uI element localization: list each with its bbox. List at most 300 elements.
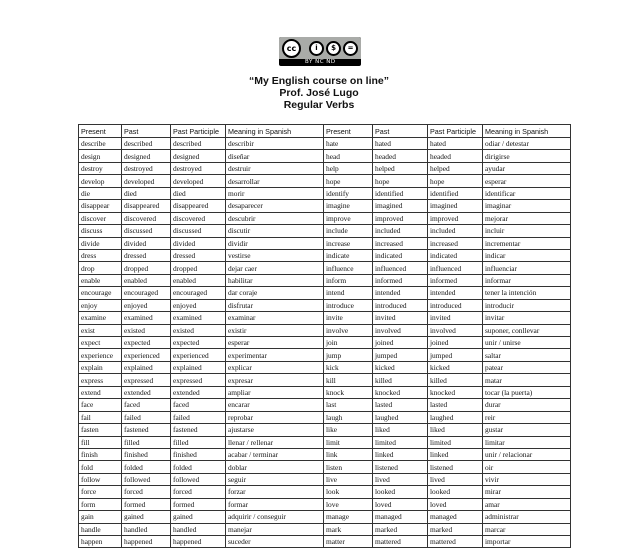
present-cell: exist: [79, 324, 122, 336]
past-participle-cell: extended: [171, 386, 226, 398]
past-cell: invited: [373, 312, 428, 324]
present-cell: increase: [324, 237, 373, 249]
present-cell: extend: [79, 386, 122, 398]
past-participle-cell: linked: [428, 448, 483, 460]
past-cell: followed: [122, 473, 171, 485]
present-cell: imagine: [324, 200, 373, 212]
past-participle-cell: discovered: [171, 212, 226, 224]
past-cell: encouraged: [122, 287, 171, 299]
table-row: [79, 486, 571, 498]
past-cell: laughed: [373, 411, 428, 423]
present-cell: examine: [79, 312, 122, 324]
past-cell: filled: [122, 436, 171, 448]
table-row: [79, 424, 571, 436]
past-cell: extended: [122, 386, 171, 398]
meaning-cell: imaginar: [483, 200, 571, 212]
meaning-cell: administrar: [483, 511, 571, 523]
past-participle-cell: liked: [428, 424, 483, 436]
past-participle-cell: died: [171, 187, 226, 199]
past-cell: listened: [373, 461, 428, 473]
table-row: [79, 287, 571, 299]
meaning-cell: dar coraje: [226, 287, 324, 299]
past-cell: expressed: [122, 374, 171, 386]
past-cell: kicked: [373, 361, 428, 373]
past-participle-cell: influenced: [428, 262, 483, 274]
past-participle-cell: improved: [428, 212, 483, 224]
past-participle-cell: filled: [171, 436, 226, 448]
meaning-cell: gustar: [483, 424, 571, 436]
table-row: [79, 237, 571, 249]
past-participle-cell: disappeared: [171, 200, 226, 212]
past-participle-cell: happened: [171, 536, 226, 548]
column-header: Past Participle: [171, 125, 226, 138]
present-cell: die: [79, 187, 122, 199]
past-participle-cell: experienced: [171, 349, 226, 361]
past-participle-cell: lasted: [428, 399, 483, 411]
past-participle-cell: examined: [171, 312, 226, 324]
table-row: [79, 498, 571, 510]
present-cell: express: [79, 374, 122, 386]
meaning-cell: suponer, conllevar: [483, 324, 571, 336]
past-cell: formed: [122, 498, 171, 510]
present-cell: link: [324, 448, 373, 460]
past-cell: marked: [373, 523, 428, 535]
meaning-cell: invitar: [483, 312, 571, 324]
past-cell: linked: [373, 448, 428, 460]
past-cell: indicated: [373, 249, 428, 261]
past-participle-cell: hated: [428, 138, 483, 150]
past-cell: developed: [122, 175, 171, 187]
past-cell: designed: [122, 150, 171, 162]
column-header: Meaning in Spanish: [483, 125, 571, 138]
past-participle-cell: destroyed: [171, 162, 226, 174]
present-cell: fasten: [79, 424, 122, 436]
table-row: [79, 200, 571, 212]
past-participle-cell: headed: [428, 150, 483, 162]
past-cell: handled: [122, 523, 171, 535]
present-cell: improve: [324, 212, 373, 224]
meaning-cell: explicar: [226, 361, 324, 373]
past-participle-cell: increased: [428, 237, 483, 249]
meaning-cell: matar: [483, 374, 571, 386]
past-cell: included: [373, 225, 428, 237]
meaning-cell: examinar: [226, 312, 324, 324]
past-cell: limited: [373, 436, 428, 448]
past-participle-cell: explained: [171, 361, 226, 373]
past-cell: expected: [122, 337, 171, 349]
column-header: Present: [324, 125, 373, 138]
meaning-cell: durar: [483, 399, 571, 411]
past-cell: improved: [373, 212, 428, 224]
table-row: [79, 536, 571, 548]
present-cell: design: [79, 150, 122, 162]
meaning-cell: describir: [226, 138, 324, 150]
present-cell: live: [324, 473, 373, 485]
past-participle-cell: faced: [171, 399, 226, 411]
meaning-cell: existir: [226, 324, 324, 336]
past-cell: lived: [373, 473, 428, 485]
past-participle-cell: hope: [428, 175, 483, 187]
present-cell: experience: [79, 349, 122, 361]
column-header: Past: [373, 125, 428, 138]
table-body: [79, 138, 571, 548]
meaning-cell: tocar (la puerta): [483, 386, 571, 398]
meaning-cell: manejar: [226, 523, 324, 535]
past-participle-cell: lived: [428, 473, 483, 485]
table-row: [79, 386, 571, 398]
past-participle-cell: loved: [428, 498, 483, 510]
table-row: [79, 374, 571, 386]
meaning-cell: acabar / terminar: [226, 448, 324, 460]
meaning-cell: discutir: [226, 225, 324, 237]
past-participle-cell: handled: [171, 523, 226, 535]
past-cell: involved: [373, 324, 428, 336]
present-cell: drop: [79, 262, 122, 274]
present-cell: develop: [79, 175, 122, 187]
past-cell: killed: [373, 374, 428, 386]
table-row: [79, 324, 571, 336]
past-participle-cell: encouraged: [171, 287, 226, 299]
past-cell: jumped: [373, 349, 428, 361]
past-participle-cell: finished: [171, 448, 226, 460]
past-cell: discussed: [122, 225, 171, 237]
meaning-cell: seguir: [226, 473, 324, 485]
past-participle-cell: enabled: [171, 274, 226, 286]
meaning-cell: limitar: [483, 436, 571, 448]
present-cell: happen: [79, 536, 122, 548]
table-row: [79, 249, 571, 261]
past-cell: described: [122, 138, 171, 150]
regular-verbs-table: [78, 124, 571, 548]
past-participle-cell: involved: [428, 324, 483, 336]
meaning-cell: desaparecer: [226, 200, 324, 212]
meaning-cell: encarar: [226, 399, 324, 411]
past-cell: gained: [122, 511, 171, 523]
meaning-cell: habilitar: [226, 274, 324, 286]
past-participle-cell: intended: [428, 287, 483, 299]
past-participle-cell: failed: [171, 411, 226, 423]
table-row: [79, 274, 571, 286]
column-header: Past: [122, 125, 171, 138]
past-cell: destroyed: [122, 162, 171, 174]
meaning-cell: mirar: [483, 486, 571, 498]
past-participle-cell: informed: [428, 274, 483, 286]
past-cell: faced: [122, 399, 171, 411]
past-cell: discovered: [122, 212, 171, 224]
past-participle-cell: listened: [428, 461, 483, 473]
present-cell: form: [79, 498, 122, 510]
past-participle-cell: divided: [171, 237, 226, 249]
table-row: [79, 138, 571, 150]
past-participle-cell: looked: [428, 486, 483, 498]
present-cell: divide: [79, 237, 122, 249]
meaning-cell: unir / relacionar: [483, 448, 571, 460]
past-participle-cell: enjoyed: [171, 299, 226, 311]
present-cell: handle: [79, 523, 122, 535]
meaning-cell: experimentar: [226, 349, 324, 361]
meaning-cell: dejar caer: [226, 262, 324, 274]
past-participle-cell: forced: [171, 486, 226, 498]
cc-license-badge: [279, 37, 361, 66]
table-header-row: [79, 125, 571, 138]
table-row: [79, 523, 571, 535]
present-cell: mark: [324, 523, 373, 535]
meaning-cell: reprobar: [226, 411, 324, 423]
table-row: [79, 399, 571, 411]
table-row: [79, 436, 571, 448]
past-cell: forced: [122, 486, 171, 498]
past-cell: enabled: [122, 274, 171, 286]
past-cell: headed: [373, 150, 428, 162]
past-cell: experienced: [122, 349, 171, 361]
table-row: [79, 175, 571, 187]
past-participle-cell: followed: [171, 473, 226, 485]
past-cell: failed: [122, 411, 171, 423]
past-participle-cell: joined: [428, 337, 483, 349]
present-cell: last: [324, 399, 373, 411]
past-participle-cell: fastened: [171, 424, 226, 436]
past-participle-cell: formed: [171, 498, 226, 510]
column-header: Past Participle: [428, 125, 483, 138]
present-cell: intend: [324, 287, 373, 299]
past-participle-cell: invited: [428, 312, 483, 324]
past-cell: informed: [373, 274, 428, 286]
meaning-cell: identificar: [483, 187, 571, 199]
course-title: “My English course on line”: [248, 75, 390, 87]
meaning-cell: destruir: [226, 162, 324, 174]
meaning-cell: llenar / rellenar: [226, 436, 324, 448]
meaning-cell: ayudar: [483, 162, 571, 174]
present-cell: invite: [324, 312, 373, 324]
present-cell: limit: [324, 436, 373, 448]
past-cell: helped: [373, 162, 428, 174]
meaning-cell: oir: [483, 461, 571, 473]
table-row: [79, 262, 571, 274]
meaning-cell: esperar: [226, 337, 324, 349]
table-row: [79, 162, 571, 174]
table-row: [79, 212, 571, 224]
past-cell: mattered: [373, 536, 428, 548]
past-participle-cell: included: [428, 225, 483, 237]
past-cell: enjoyed: [122, 299, 171, 311]
meaning-cell: introducir: [483, 299, 571, 311]
past-participle-cell: expected: [171, 337, 226, 349]
past-cell: fastened: [122, 424, 171, 436]
present-cell: enable: [79, 274, 122, 286]
meaning-cell: dirigirse: [483, 150, 571, 162]
present-cell: encourage: [79, 287, 122, 299]
present-cell: fail: [79, 411, 122, 423]
past-cell: happened: [122, 536, 171, 548]
table-row: [79, 337, 571, 349]
past-participle-cell: indicated: [428, 249, 483, 261]
present-cell: knock: [324, 386, 373, 398]
present-cell: fill: [79, 436, 122, 448]
meaning-cell: descubrir: [226, 212, 324, 224]
present-cell: influence: [324, 262, 373, 274]
meaning-cell: influenciar: [483, 262, 571, 274]
meaning-cell: esperar: [483, 175, 571, 187]
present-cell: introduce: [324, 299, 373, 311]
present-cell: force: [79, 486, 122, 498]
meaning-cell: patear: [483, 361, 571, 373]
present-cell: head: [324, 150, 373, 162]
present-cell: include: [324, 225, 373, 237]
past-participle-cell: laughed: [428, 411, 483, 423]
meaning-cell: reir: [483, 411, 571, 423]
past-cell: identified: [373, 187, 428, 199]
past-cell: managed: [373, 511, 428, 523]
present-cell: like: [324, 424, 373, 436]
present-cell: join: [324, 337, 373, 349]
past-cell: died: [122, 187, 171, 199]
past-participle-cell: managed: [428, 511, 483, 523]
table-row: [79, 312, 571, 324]
past-participle-cell: marked: [428, 523, 483, 535]
noncommercial-icon: $: [326, 41, 341, 56]
meaning-cell: incluir: [483, 225, 571, 237]
table-row: [79, 361, 571, 373]
meaning-cell: mejorar: [483, 212, 571, 224]
past-cell: joined: [373, 337, 428, 349]
meaning-cell: disfrutar: [226, 299, 324, 311]
present-cell: destroy: [79, 162, 122, 174]
license-label: BY NC ND: [305, 59, 336, 65]
present-cell: explain: [79, 361, 122, 373]
present-cell: hate: [324, 138, 373, 150]
present-cell: indicate: [324, 249, 373, 261]
meaning-cell: dividir: [226, 237, 324, 249]
present-cell: dress: [79, 249, 122, 261]
meaning-cell: amar: [483, 498, 571, 510]
past-participle-cell: gained: [171, 511, 226, 523]
past-cell: hope: [373, 175, 428, 187]
present-cell: matter: [324, 536, 373, 548]
past-cell: finished: [122, 448, 171, 460]
past-cell: folded: [122, 461, 171, 473]
meaning-cell: vestirse: [226, 249, 324, 261]
meaning-cell: marcar: [483, 523, 571, 535]
present-cell: kill: [324, 374, 373, 386]
present-cell: discover: [79, 212, 122, 224]
past-participle-cell: discussed: [171, 225, 226, 237]
meaning-cell: expresar: [226, 374, 324, 386]
meaning-cell: desarrollar: [226, 175, 324, 187]
past-participle-cell: killed: [428, 374, 483, 386]
meaning-cell: importar: [483, 536, 571, 548]
present-cell: describe: [79, 138, 122, 150]
present-cell: disappear: [79, 200, 122, 212]
present-cell: help: [324, 162, 373, 174]
present-cell: face: [79, 399, 122, 411]
meaning-cell: doblar: [226, 461, 324, 473]
table-row: [79, 448, 571, 460]
past-cell: influenced: [373, 262, 428, 274]
past-cell: knocked: [373, 386, 428, 398]
meaning-cell: ajustarse: [226, 424, 324, 436]
meaning-cell: diseñar: [226, 150, 324, 162]
meaning-cell: indicar: [483, 249, 571, 261]
meaning-cell: vivir: [483, 473, 571, 485]
meaning-cell: odiar / detestar: [483, 138, 571, 150]
meaning-cell: formar: [226, 498, 324, 510]
past-participle-cell: identified: [428, 187, 483, 199]
past-participle-cell: developed: [171, 175, 226, 187]
author-name: Prof. José Lugo: [279, 87, 359, 99]
column-header: Meaning in Spanish: [226, 125, 324, 138]
past-participle-cell: existed: [171, 324, 226, 336]
past-cell: divided: [122, 237, 171, 249]
past-cell: examined: [122, 312, 171, 324]
past-cell: hated: [373, 138, 428, 150]
meaning-cell: saltar: [483, 349, 571, 361]
past-cell: dressed: [122, 249, 171, 261]
present-cell: laugh: [324, 411, 373, 423]
cc-icon: cc: [282, 39, 301, 58]
meaning-cell: forzar: [226, 486, 324, 498]
past-cell: imagined: [373, 200, 428, 212]
present-cell: listen: [324, 461, 373, 473]
table-row: [79, 511, 571, 523]
past-cell: intended: [373, 287, 428, 299]
present-cell: gain: [79, 511, 122, 523]
meaning-cell: morir: [226, 187, 324, 199]
present-cell: love: [324, 498, 373, 510]
past-cell: lasted: [373, 399, 428, 411]
past-participle-cell: dressed: [171, 249, 226, 261]
noderivatives-icon: =: [343, 41, 358, 56]
attribution-icon: i: [309, 41, 324, 56]
present-cell: identify: [324, 187, 373, 199]
table-row: [79, 150, 571, 162]
past-participle-cell: jumped: [428, 349, 483, 361]
past-participle-cell: dropped: [171, 262, 226, 274]
past-cell: loved: [373, 498, 428, 510]
past-participle-cell: introduced: [428, 299, 483, 311]
past-participle-cell: mattered: [428, 536, 483, 548]
past-participle-cell: limited: [428, 436, 483, 448]
present-cell: follow: [79, 473, 122, 485]
present-cell: manage: [324, 511, 373, 523]
past-participle-cell: knocked: [428, 386, 483, 398]
meaning-cell: adquirir / conseguir: [226, 511, 324, 523]
table-row: [79, 411, 571, 423]
table-row: [79, 349, 571, 361]
meaning-cell: incrementar: [483, 237, 571, 249]
meaning-cell: tener la intención: [483, 287, 571, 299]
past-participle-cell: folded: [171, 461, 226, 473]
past-cell: dropped: [122, 262, 171, 274]
table-row: [79, 187, 571, 199]
present-cell: fold: [79, 461, 122, 473]
past-participle-cell: designed: [171, 150, 226, 162]
past-participle-cell: described: [171, 138, 226, 150]
past-participle-cell: expressed: [171, 374, 226, 386]
past-cell: liked: [373, 424, 428, 436]
table-row: [79, 473, 571, 485]
present-cell: discuss: [79, 225, 122, 237]
present-cell: finish: [79, 448, 122, 460]
present-cell: look: [324, 486, 373, 498]
meaning-cell: informar: [483, 274, 571, 286]
table-row: [79, 299, 571, 311]
meaning-cell: unir / unirse: [483, 337, 571, 349]
present-cell: involve: [324, 324, 373, 336]
meaning-cell: ampliar: [226, 386, 324, 398]
present-cell: enjoy: [79, 299, 122, 311]
past-cell: increased: [373, 237, 428, 249]
present-cell: jump: [324, 349, 373, 361]
